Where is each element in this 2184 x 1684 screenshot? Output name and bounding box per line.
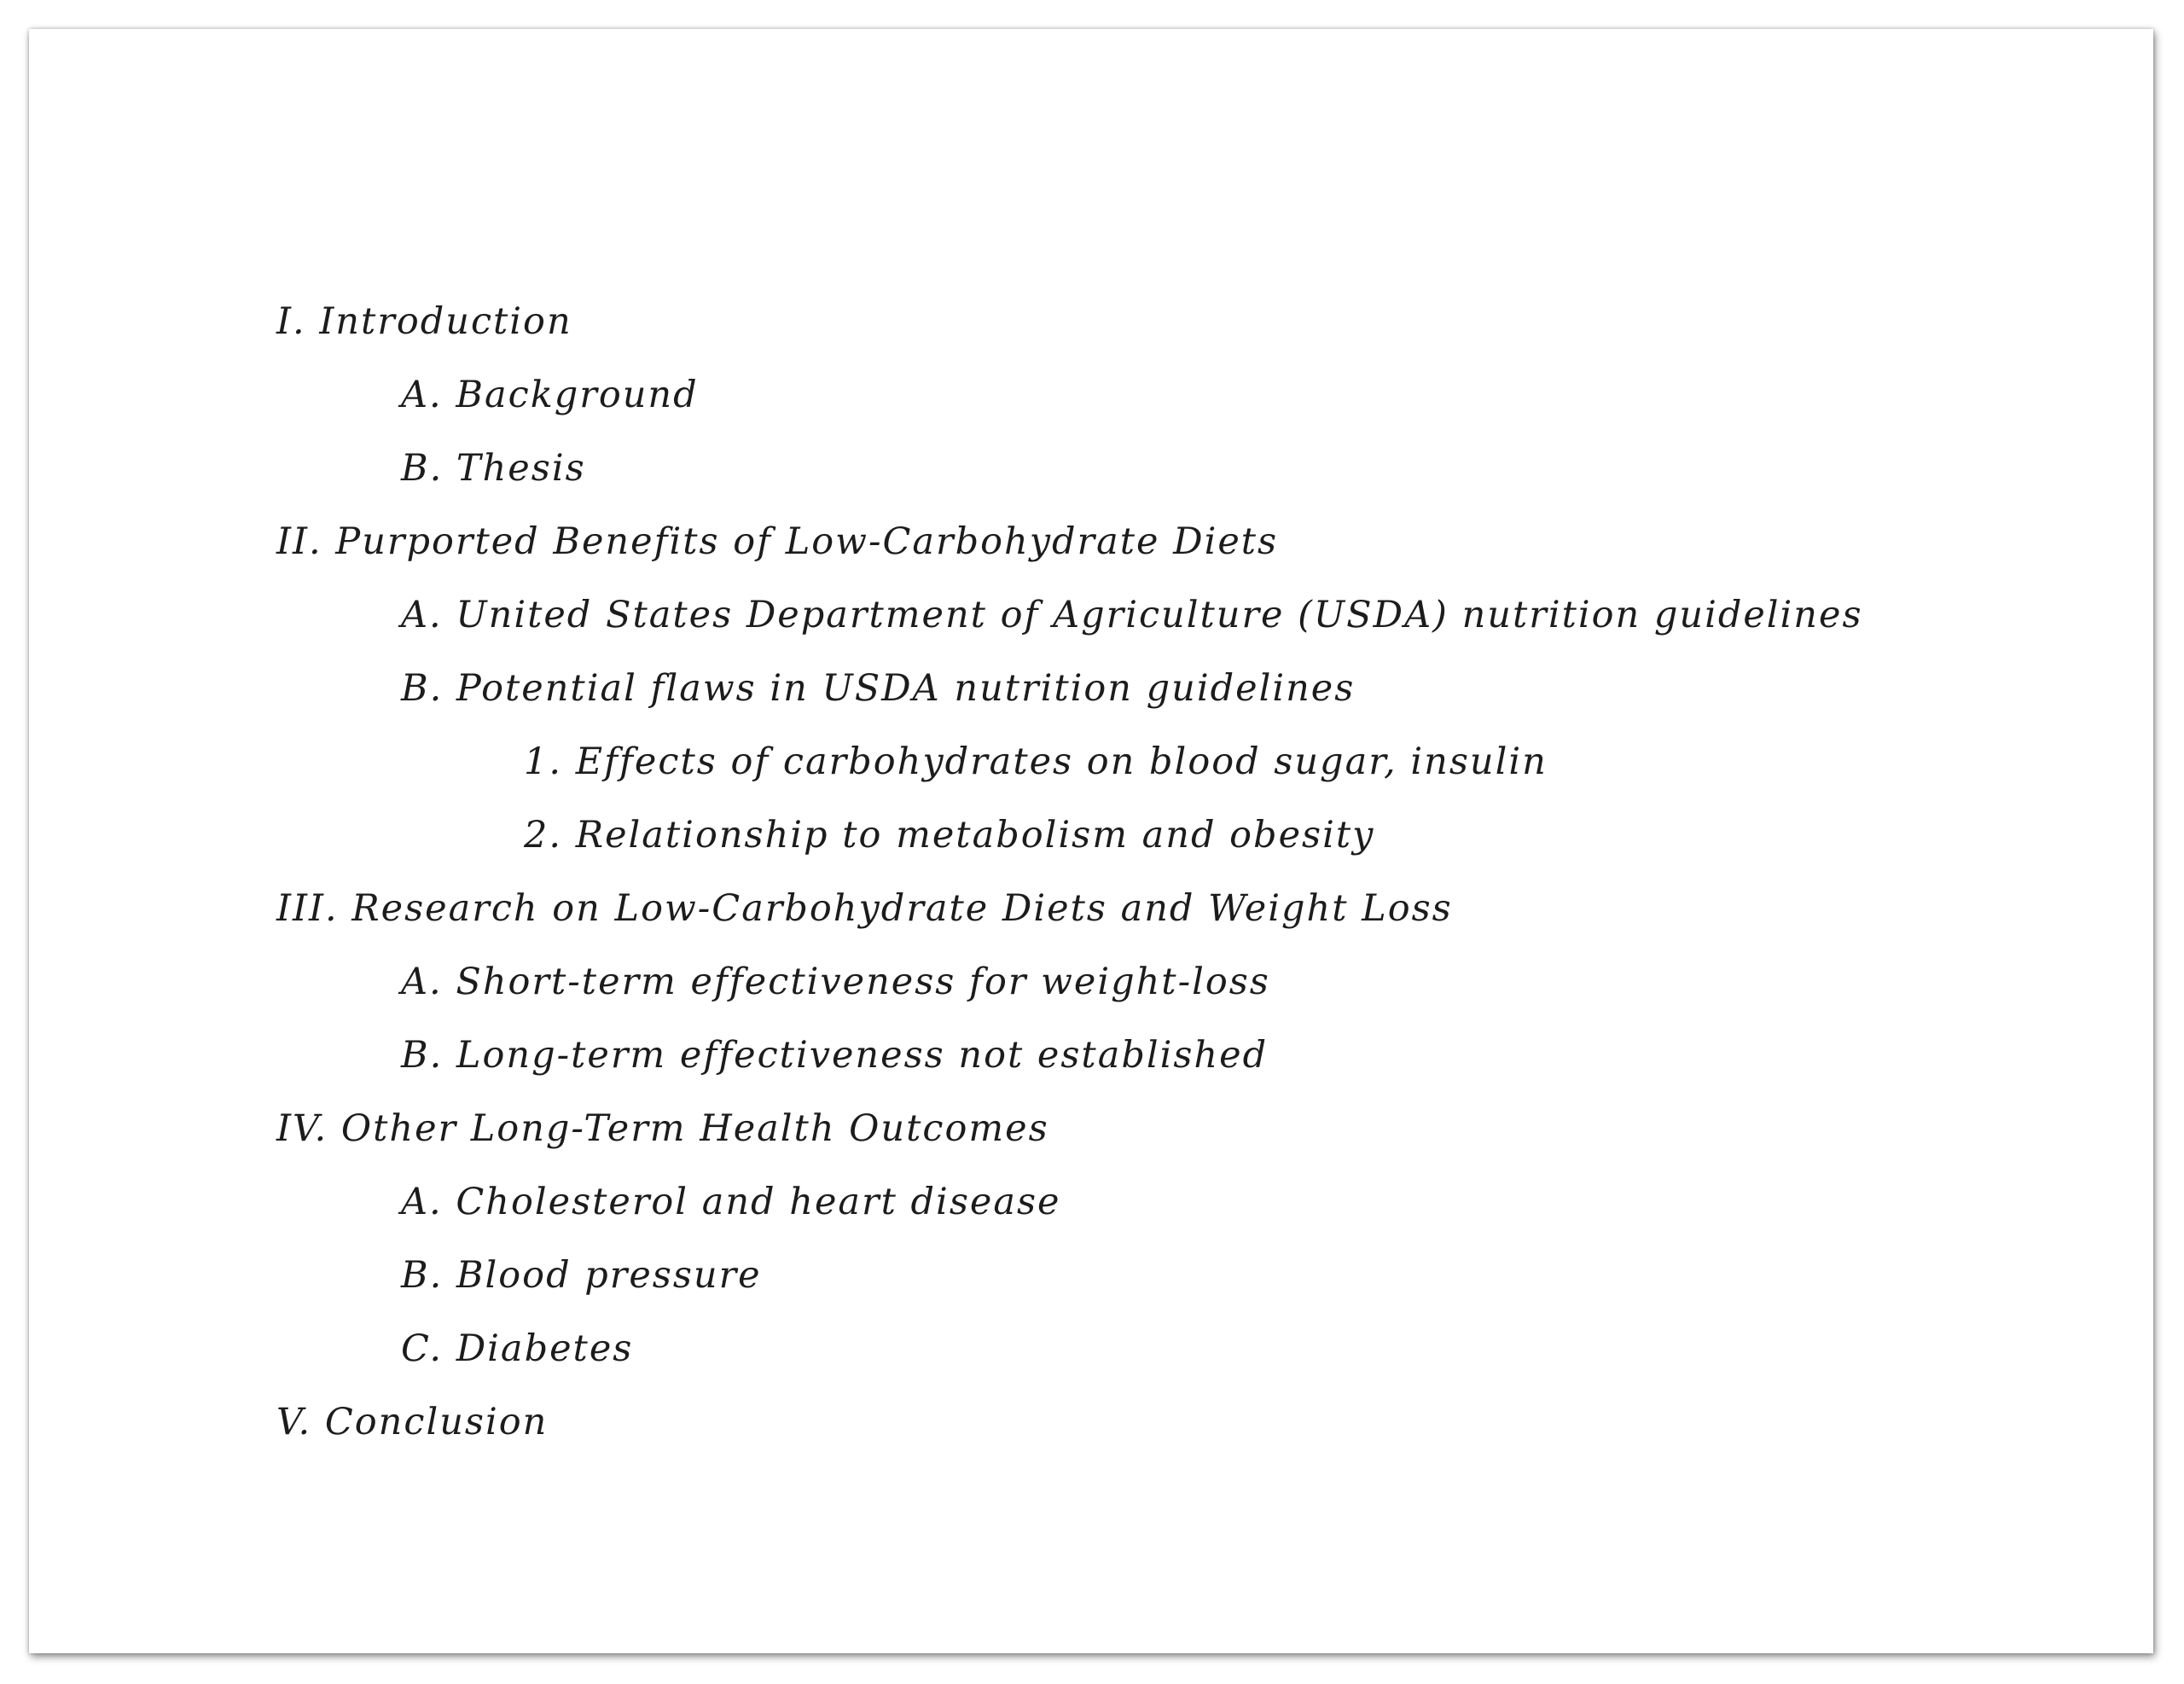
outline-subitem-thesis: B. Thesis — [401, 447, 586, 490]
outline-page — [29, 29, 2153, 1653]
outline-heading-research: III. Research on Low-Carbohydrate Diets and Weight Loss — [276, 887, 1453, 930]
essay-outline — [29, 29, 2153, 1653]
outline-heading-conclusion: V. Conclusion — [276, 1401, 549, 1443]
outline-subitem-usda-guidelines: A. United States Department of Agriculture (USDA) nutrition guidelines — [401, 594, 1863, 636]
outline-point-carbohydrate-effects: 1. Effects of carbohydrates on blood sugar, insulin — [524, 740, 1548, 783]
outline-subitem-diabetes: C. Diabetes — [401, 1327, 634, 1370]
outline-subitem-long-term: B. Long-term effectiveness not established — [401, 1034, 1269, 1077]
outline-point-metabolism-obesity: 2. Relationship to metabolism and obesity — [524, 814, 1375, 857]
outline-heading-introduction: I. Introduction — [276, 300, 572, 343]
outline-subitem-blood-pressure: B. Blood pressure — [401, 1254, 762, 1297]
outline-subitem-short-term: A. Short-term effectiveness for weight-loss — [401, 961, 1270, 1003]
outline-heading-health-outcomes: IV. Other Long-Term Health Outcomes — [276, 1107, 1049, 1150]
outline-subitem-background: A. Background — [401, 374, 699, 416]
outline-subitem-usda-flaws: B. Potential flaws in USDA nutrition guidelines — [401, 667, 1356, 710]
outline-heading-purported-benefits: II. Purported Benefits of Low-Carbohydrate Diets — [276, 520, 1279, 563]
outline-subitem-cholesterol: A. Cholesterol and heart disease — [401, 1181, 1061, 1223]
